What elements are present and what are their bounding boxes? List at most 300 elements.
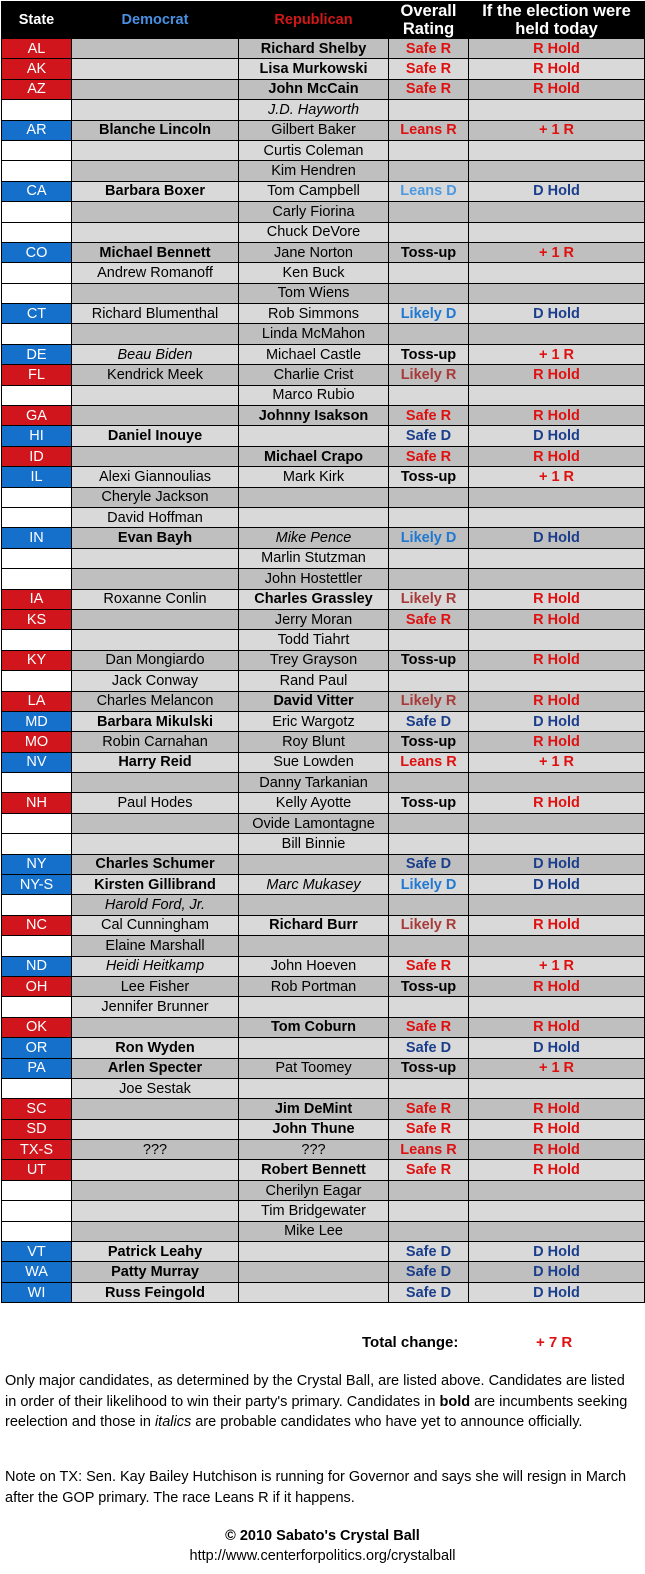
democrat-cell: Barbara Mikulski: [72, 711, 239, 731]
republican-cell: Johnny Isakson: [239, 406, 389, 426]
state-cell: [2, 487, 72, 507]
democrat-cell: Michael Bennett: [72, 242, 239, 262]
header-democrat: Democrat: [72, 2, 239, 39]
table-row: [2, 39, 645, 59]
democrat-cell: Roxanne Conlin: [72, 589, 239, 609]
democrat-cell: Kirsten Gillibrand: [72, 875, 239, 895]
democrat-cell: Paul Hodes: [72, 793, 239, 813]
table-row: [2, 304, 645, 324]
today-cell: R Hold: [469, 1140, 645, 1160]
rating-cell: Likely R: [389, 589, 469, 609]
table-row: [2, 854, 645, 874]
today-cell: [469, 834, 645, 854]
table-row: [2, 365, 645, 385]
note-text: are probable candidates who have yet to announce officially.: [191, 1414, 583, 1430]
table-row: [2, 875, 645, 895]
democrat-cell: [72, 1017, 239, 1037]
republican-cell: Robert Bennett: [239, 1160, 389, 1180]
header-republican: Republican: [239, 2, 389, 39]
republican-cell: Rob Portman: [239, 976, 389, 996]
table-row: [2, 976, 645, 996]
state-cell: OK: [2, 1017, 72, 1037]
state-cell: NY: [2, 854, 72, 874]
rating-cell: Safe D: [389, 711, 469, 731]
today-cell: R Hold: [469, 589, 645, 609]
republican-cell: Jim DeMint: [239, 1099, 389, 1119]
rating-cell: [389, 895, 469, 915]
republican-cell: Ovide Lamontagne: [239, 813, 389, 833]
rating-cell: [389, 936, 469, 956]
table-row: [2, 528, 645, 548]
rating-cell: [389, 569, 469, 589]
rating-cell: Safe R: [389, 1119, 469, 1139]
state-cell: IN: [2, 528, 72, 548]
rating-cell: [389, 202, 469, 222]
table-row: [2, 956, 645, 976]
table-row: [2, 1140, 645, 1160]
texas-note: Note on TX: Sen. Kay Bailey Hutchison is running for Governor and says she will resign in March after the GOP primary. The race Leans R if it happens.: [5, 1469, 627, 1506]
today-cell: R Hold: [469, 1099, 645, 1119]
state-cell: DE: [2, 344, 72, 364]
democrat-cell: [72, 385, 239, 405]
table-row: [2, 1058, 645, 1078]
state-cell: ID: [2, 446, 72, 466]
table-row: [2, 1282, 645, 1302]
state-cell: [2, 895, 72, 915]
republican-cell: Eric Wargotz: [239, 711, 389, 731]
republican-cell: [239, 895, 389, 915]
state-cell: VT: [2, 1242, 72, 1262]
table-row: [2, 1119, 645, 1139]
rating-cell: [389, 324, 469, 344]
rating-cell: Toss-up: [389, 344, 469, 364]
state-cell: KS: [2, 609, 72, 629]
democrat-cell: David Hoffman: [72, 507, 239, 527]
republican-cell: Jerry Moran: [239, 609, 389, 629]
today-cell: R Hold: [469, 915, 645, 935]
rating-cell: Safe R: [389, 1099, 469, 1119]
today-cell: R Hold: [469, 1119, 645, 1139]
today-cell: R Hold: [469, 976, 645, 996]
democrat-cell: Ron Wyden: [72, 1038, 239, 1058]
table-row: [2, 467, 645, 487]
note-bold-word: bold: [439, 1393, 471, 1410]
republican-cell: J.D. Hayworth: [239, 100, 389, 120]
rating-cell: Leans R: [389, 752, 469, 772]
democrat-cell: Lee Fisher: [72, 976, 239, 996]
state-cell: [2, 1221, 72, 1241]
today-cell: D Hold: [469, 181, 645, 201]
rating-cell: Safe D: [389, 854, 469, 874]
democrat-cell: Beau Biden: [72, 344, 239, 364]
state-cell: [2, 222, 72, 242]
today-cell: + 1 R: [469, 1058, 645, 1078]
rating-cell: [389, 997, 469, 1017]
today-cell: + 1 R: [469, 242, 645, 262]
rating-cell: Likely R: [389, 365, 469, 385]
republican-cell: John Thune: [239, 1119, 389, 1139]
rating-cell: [389, 283, 469, 303]
democrat-cell: Robin Carnahan: [72, 732, 239, 752]
state-cell: WA: [2, 1262, 72, 1282]
today-cell: [469, 895, 645, 915]
rating-cell: Safe R: [389, 79, 469, 99]
republican-cell: Tom Wiens: [239, 283, 389, 303]
democrat-cell: [72, 609, 239, 629]
state-cell: UT: [2, 1160, 72, 1180]
today-cell: + 1 R: [469, 467, 645, 487]
rating-cell: Toss-up: [389, 793, 469, 813]
table-row: [2, 406, 645, 426]
table-row: [2, 630, 645, 650]
footer: [0, 1526, 645, 1566]
table-row: [2, 1221, 645, 1241]
rating-cell: Toss-up: [389, 242, 469, 262]
table-row: [2, 1180, 645, 1200]
today-cell: [469, 1201, 645, 1221]
state-cell: AR: [2, 120, 72, 140]
state-cell: LA: [2, 691, 72, 711]
table-row: [2, 548, 645, 568]
state-cell: MO: [2, 732, 72, 752]
republican-cell: [239, 854, 389, 874]
rating-cell: Safe R: [389, 446, 469, 466]
republican-cell: Charlie Crist: [239, 365, 389, 385]
state-cell: NV: [2, 752, 72, 772]
rating-cell: [389, 813, 469, 833]
table-row: [2, 895, 645, 915]
state-cell: FL: [2, 365, 72, 385]
rating-cell: Safe D: [389, 1038, 469, 1058]
democrat-cell: [72, 773, 239, 793]
table-row: [2, 915, 645, 935]
today-cell: R Hold: [469, 732, 645, 752]
today-cell: [469, 222, 645, 242]
democrat-cell: Patrick Leahy: [72, 1242, 239, 1262]
state-cell: PA: [2, 1058, 72, 1078]
democrat-cell: [72, 202, 239, 222]
rating-cell: [389, 100, 469, 120]
state-cell: [2, 385, 72, 405]
rating-cell: Toss-up: [389, 467, 469, 487]
today-cell: D Hold: [469, 528, 645, 548]
democrat-cell: Dan Mongiardo: [72, 650, 239, 670]
note-text: Only major candidates, as determined by the Crystal Ball, are listed above. Candidates are listed in order of their likelihood to win their party's primary. Candidates in: [5, 1373, 625, 1410]
table-row: [2, 161, 645, 181]
republican-cell: Richard Shelby: [239, 39, 389, 59]
republican-cell: Danny Tarkanian: [239, 773, 389, 793]
state-cell: [2, 1180, 72, 1200]
state-cell: [2, 1078, 72, 1098]
today-cell: R Hold: [469, 1160, 645, 1180]
today-cell: [469, 1221, 645, 1241]
today-cell: [469, 263, 645, 283]
democrat-cell: Blanche Lincoln: [72, 120, 239, 140]
state-cell: SD: [2, 1119, 72, 1139]
republican-cell: Richard Burr: [239, 915, 389, 935]
rating-cell: [389, 1221, 469, 1241]
today-cell: [469, 1078, 645, 1098]
table-row: [2, 120, 645, 140]
table-row: [2, 283, 645, 303]
rating-cell: Likely D: [389, 528, 469, 548]
state-cell: NH: [2, 793, 72, 813]
table-row: [2, 59, 645, 79]
today-cell: D Hold: [469, 1262, 645, 1282]
table-row: [2, 813, 645, 833]
today-cell: [469, 385, 645, 405]
today-cell: R Hold: [469, 79, 645, 99]
source-url[interactable]: http://www.centerforpolitics.org/crystalball: [189, 1548, 456, 1564]
today-cell: R Hold: [469, 39, 645, 59]
today-cell: [469, 507, 645, 527]
rating-cell: Likely D: [389, 875, 469, 895]
democrat-cell: Richard Blumenthal: [72, 304, 239, 324]
state-cell: [2, 140, 72, 160]
rating-cell: [389, 834, 469, 854]
rating-cell: Toss-up: [389, 650, 469, 670]
republican-cell: Charles Grassley: [239, 589, 389, 609]
state-cell: [2, 263, 72, 283]
note-text: are incumbents seeking reelection and those in: [5, 1393, 628, 1430]
republican-cell: [239, 426, 389, 446]
today-cell: [469, 140, 645, 160]
today-cell: D Hold: [469, 304, 645, 324]
republican-cell: Rob Simmons: [239, 304, 389, 324]
today-cell: [469, 202, 645, 222]
state-cell: [2, 202, 72, 222]
democrat-cell: Joe Sestak: [72, 1078, 239, 1098]
rating-cell: Safe R: [389, 1160, 469, 1180]
democrat-cell: [72, 630, 239, 650]
table-row: [2, 609, 645, 629]
rating-cell: Safe D: [389, 1262, 469, 1282]
state-cell: GA: [2, 406, 72, 426]
rating-cell: Leans R: [389, 120, 469, 140]
table-row: [2, 773, 645, 793]
state-cell: [2, 100, 72, 120]
democrat-cell: Harry Reid: [72, 752, 239, 772]
table-row: [2, 1038, 645, 1058]
table-row: [2, 691, 645, 711]
democrat-cell: [72, 813, 239, 833]
table-row: [2, 732, 645, 752]
today-cell: R Hold: [469, 59, 645, 79]
rating-cell: [389, 1078, 469, 1098]
rating-cell: [389, 385, 469, 405]
democrat-cell: Charles Melancon: [72, 691, 239, 711]
table-row: [2, 1242, 645, 1262]
today-cell: R Hold: [469, 793, 645, 813]
democrat-cell: [72, 834, 239, 854]
republican-cell: Bill Binnie: [239, 834, 389, 854]
today-cell: [469, 487, 645, 507]
total-change-row: [0, 1334, 645, 1354]
republican-cell: John McCain: [239, 79, 389, 99]
state-cell: WI: [2, 1282, 72, 1302]
republican-cell: Todd Tiahrt: [239, 630, 389, 650]
rating-cell: [389, 161, 469, 181]
header-rating: Overall Rating: [389, 2, 469, 39]
democrat-cell: Arlen Specter: [72, 1058, 239, 1078]
today-cell: D Hold: [469, 426, 645, 446]
rating-cell: Toss-up: [389, 732, 469, 752]
rating-cell: Safe R: [389, 406, 469, 426]
today-cell: + 1 R: [469, 956, 645, 976]
table-row: [2, 507, 645, 527]
republican-cell: Marco Rubio: [239, 385, 389, 405]
state-cell: [2, 324, 72, 344]
republican-cell: Rand Paul: [239, 671, 389, 691]
republican-cell: Tim Bridgewater: [239, 1201, 389, 1221]
democrat-cell: Alexi Giannoulias: [72, 467, 239, 487]
republican-cell: [239, 1038, 389, 1058]
democrat-cell: [72, 548, 239, 568]
rating-cell: Leans R: [389, 1140, 469, 1160]
rating-cell: Safe D: [389, 1242, 469, 1262]
rating-cell: [389, 507, 469, 527]
today-cell: [469, 997, 645, 1017]
republican-cell: Tom Campbell: [239, 181, 389, 201]
state-cell: [2, 834, 72, 854]
state-cell: [2, 936, 72, 956]
democrat-cell: [72, 1201, 239, 1221]
republican-cell: Chuck DeVore: [239, 222, 389, 242]
republican-cell: Lisa Murkowski: [239, 59, 389, 79]
democrat-cell: Andrew Romanoff: [72, 263, 239, 283]
table-row: [2, 385, 645, 405]
republican-cell: Kelly Ayotte: [239, 793, 389, 813]
today-cell: R Hold: [469, 691, 645, 711]
table-row: [2, 140, 645, 160]
today-cell: R Hold: [469, 406, 645, 426]
democrat-cell: [72, 283, 239, 303]
republican-cell: Mike Pence: [239, 528, 389, 548]
rating-cell: Safe R: [389, 39, 469, 59]
democrat-cell: [72, 140, 239, 160]
state-cell: [2, 813, 72, 833]
republican-cell: John Hostettler: [239, 569, 389, 589]
republican-cell: Ken Buck: [239, 263, 389, 283]
republican-cell: Linda McMahon: [239, 324, 389, 344]
rating-cell: Toss-up: [389, 976, 469, 996]
total-change-value: + 7 R: [536, 1334, 573, 1351]
rating-cell: [389, 1180, 469, 1200]
democrat-cell: Jack Conway: [72, 671, 239, 691]
democrat-cell: Barbara Boxer: [72, 181, 239, 201]
table-row: [2, 324, 645, 344]
democrat-cell: Daniel Inouye: [72, 426, 239, 446]
note-italics-word: italics: [154, 1414, 192, 1430]
democrat-cell: [72, 569, 239, 589]
table-row: [2, 202, 645, 222]
table-row: [2, 242, 645, 262]
rating-cell: Likely R: [389, 691, 469, 711]
state-cell: [2, 507, 72, 527]
today-cell: [469, 630, 645, 650]
rating-cell: Safe R: [389, 956, 469, 976]
state-cell: [2, 773, 72, 793]
senate-ratings-table: [1, 1, 645, 1303]
republican-cell: Marlin Stutzman: [239, 548, 389, 568]
republican-cell: Mike Lee: [239, 1221, 389, 1241]
democrat-cell: Cal Cunningham: [72, 915, 239, 935]
democrat-cell: [72, 1221, 239, 1241]
democrat-cell: [72, 39, 239, 59]
republican-cell: Trey Grayson: [239, 650, 389, 670]
table-row: [2, 1262, 645, 1282]
republican-cell: Curtis Coleman: [239, 140, 389, 160]
table-row: [2, 446, 645, 466]
rating-cell: [389, 1201, 469, 1221]
democrat-cell: [72, 1119, 239, 1139]
state-cell: [2, 283, 72, 303]
today-cell: R Hold: [469, 1017, 645, 1037]
state-cell: KY: [2, 650, 72, 670]
republican-cell: Pat Toomey: [239, 1058, 389, 1078]
today-cell: + 1 R: [469, 120, 645, 140]
today-cell: [469, 1180, 645, 1200]
table-row: [2, 671, 645, 691]
democrat-cell: Heidi Heitkamp: [72, 956, 239, 976]
today-cell: [469, 161, 645, 181]
rating-cell: Safe R: [389, 59, 469, 79]
state-cell: OH: [2, 976, 72, 996]
today-cell: [469, 324, 645, 344]
state-cell: [2, 161, 72, 181]
rating-cell: Safe R: [389, 609, 469, 629]
state-cell: ND: [2, 956, 72, 976]
state-cell: [2, 671, 72, 691]
democrat-cell: [72, 161, 239, 181]
state-cell: IA: [2, 589, 72, 609]
state-cell: [2, 548, 72, 568]
democrat-cell: [72, 406, 239, 426]
state-cell: AK: [2, 59, 72, 79]
today-cell: D Hold: [469, 711, 645, 731]
democrat-cell: ???: [72, 1140, 239, 1160]
democrat-cell: Evan Bayh: [72, 528, 239, 548]
rating-cell: [389, 671, 469, 691]
democrat-cell: Jennifer Brunner: [72, 997, 239, 1017]
republican-cell: Mark Kirk: [239, 467, 389, 487]
democrat-cell: Cheryle Jackson: [72, 487, 239, 507]
today-cell: + 1 R: [469, 752, 645, 772]
rating-cell: Safe R: [389, 1017, 469, 1037]
header-today: If the election were held today: [469, 2, 645, 39]
state-cell: MD: [2, 711, 72, 731]
today-cell: [469, 936, 645, 956]
republican-cell: [239, 936, 389, 956]
rating-cell: Safe D: [389, 426, 469, 446]
today-cell: + 1 R: [469, 344, 645, 364]
republican-cell: David Vitter: [239, 691, 389, 711]
table-row: [2, 569, 645, 589]
rating-cell: [389, 140, 469, 160]
state-cell: HI: [2, 426, 72, 446]
state-cell: [2, 630, 72, 650]
today-cell: R Hold: [469, 365, 645, 385]
today-cell: D Hold: [469, 875, 645, 895]
democrat-cell: [72, 1160, 239, 1180]
table-row: [2, 1078, 645, 1098]
table-row: [2, 1160, 645, 1180]
today-cell: [469, 773, 645, 793]
democrat-cell: Harold Ford, Jr.: [72, 895, 239, 915]
republican-cell: Sue Lowden: [239, 752, 389, 772]
today-cell: [469, 548, 645, 568]
republican-cell: [239, 997, 389, 1017]
